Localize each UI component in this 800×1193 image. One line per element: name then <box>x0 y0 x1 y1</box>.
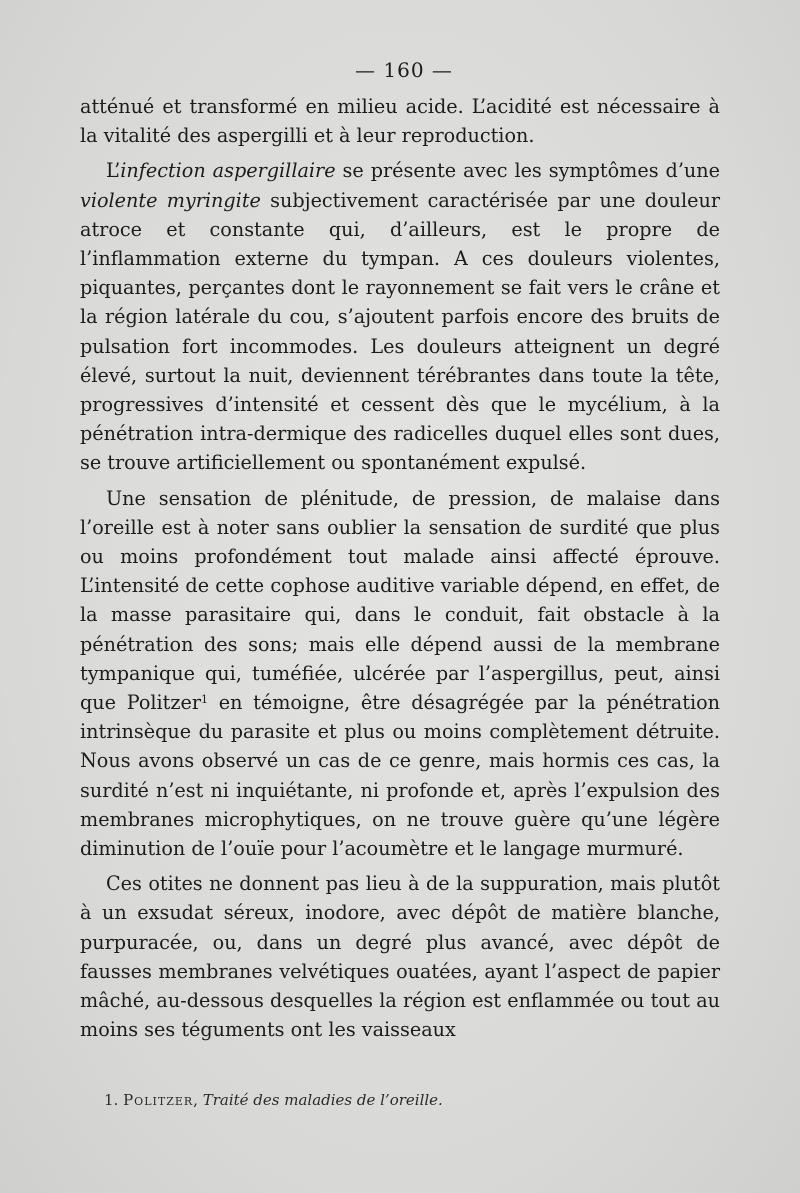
paragraph-3-text-a: Une sensation de plénitude, de pression, de malaise dans l’oreille est à noter sans oublier la sensation de surdité que plus ou moins profondément tout malade ainsi affecté éprouve. L’intensité de cette cophose auditive variable dépend, en effet, de la masse parasitaire qui, dans le conduit, fait obstacle à la pénétration des sons; mais elle dépend aussi de la membrane tympanique qui, tuméfiée, ulcérée par l’aspergillus, peut, ainsi que Politzer <box>80 486 720 715</box>
book-page <box>80 58 720 1051</box>
footnote-separator: , <box>193 1091 203 1109</box>
footnote <box>104 1090 664 1110</box>
paragraph-2-italic-myringite: violente myringite <box>80 188 261 212</box>
paragraph-2-italic-infection: infection aspergillaire <box>120 159 336 183</box>
paragraph-3 <box>80 484 720 864</box>
paragraph-2-text-c: subjectivement caractérisée par une douleur atroce et constante qui, d’ailleurs, est le propre de l’inflammation externe du tympan. A ces douleurs violentes, piquantes, perçantes dont le rayonnement se fait vers le crâne et la région latérale du cou, s’ajoutent parfois encore des bruits de pulsation fort incommodes. Les douleurs atteignent un degré élevé, surtout la nuit, deviennent térébrantes dans toute la tête, progressives d’intensité et cessent dès que le mycélium, à la pénétration intra-dermique des radicelles duquel elles sont dues, se trouve artificiellement ou spontanément expulsé. <box>80 188 720 475</box>
paragraph-2-text-a: L’ <box>106 159 121 183</box>
footnote-author: Politzer <box>123 1091 194 1109</box>
paragraph-1: atténué et transformé en milieu acide. L’acidité est nécessaire à la vitalité des aspergilli et à leur reproduction. <box>80 95 720 148</box>
footnote-reference: 1 <box>201 693 209 707</box>
paragraph-2 <box>80 156 720 477</box>
paragraph-3-text-b: en témoigne, être désagrégée par la pénétration intrinsèque du parasite et plus ou moins complètement détruite. Nous avons observé un cas de ce genre, mais hormis ces cas, la surdité n’est ni inquiétante, ni profonde et, après l’expulsion des membranes microphytiques, on ne trouve guère qu’une légère diminution de l’ouïe pour l’acoumètre et le langage murmuré. <box>80 691 720 861</box>
paragraph-2-text-b: se présente avec les symptômes d’une <box>335 159 720 183</box>
page-number: — 160 — <box>355 58 453 82</box>
footnote-number: 1. <box>104 1091 119 1109</box>
footnote-title: Traité des maladies de l’oreille. <box>202 1091 443 1109</box>
paragraph-4: Ces otites ne donnent pas lieu à de la suppuration, mais plutôt à un exsudat séreux, inodore, avec dépôt de matière blanche, purpuracée, ou, dans un degré plus avancé, avec dépôt de fausses membranes velvétiques ouatées, ayant l’aspect de papier mâché, au-dessous desquelles la région est enflammée ou tout au moins ses téguments ont les vaisseaux <box>80 872 720 1042</box>
body-text <box>80 92 720 1045</box>
